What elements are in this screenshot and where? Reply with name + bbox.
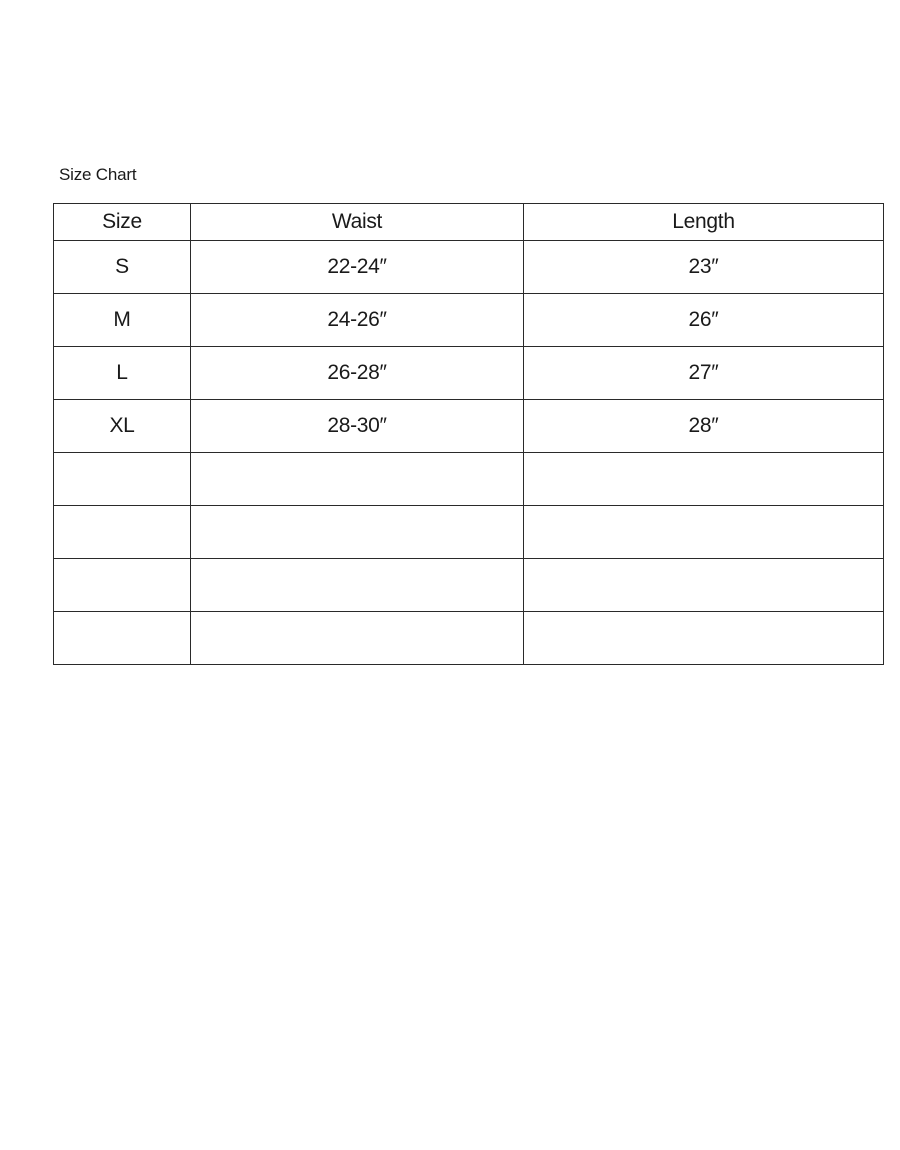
cell-size: M — [54, 294, 191, 347]
cell-waist: 28-30″ — [191, 400, 524, 453]
table-row-empty — [54, 612, 884, 665]
header-row — [54, 204, 884, 241]
header-size: Size — [54, 204, 191, 241]
cell-length — [524, 453, 884, 506]
size-chart-table — [53, 203, 884, 665]
cell-size: L — [54, 347, 191, 400]
table-row-empty — [54, 506, 884, 559]
cell-length — [524, 506, 884, 559]
cell-length: 26″ — [524, 294, 884, 347]
cell-waist — [191, 559, 524, 612]
cell-size — [54, 559, 191, 612]
cell-size: S — [54, 241, 191, 294]
page-title: Size Chart — [59, 165, 137, 184]
table-row — [54, 294, 884, 347]
cell-waist — [191, 506, 524, 559]
cell-size — [54, 453, 191, 506]
cell-size — [54, 506, 191, 559]
table-row — [54, 400, 884, 453]
cell-length: 27″ — [524, 347, 884, 400]
cell-waist — [191, 453, 524, 506]
table-row-empty — [54, 559, 884, 612]
header-length: Length — [524, 204, 884, 241]
cell-waist: 24-26″ — [191, 294, 524, 347]
cell-length — [524, 559, 884, 612]
table-row-empty — [54, 453, 884, 506]
cell-length: 28″ — [524, 400, 884, 453]
table-row — [54, 241, 884, 294]
cell-length: 23″ — [524, 241, 884, 294]
table-row — [54, 347, 884, 400]
cell-waist — [191, 612, 524, 665]
cell-size — [54, 612, 191, 665]
cell-waist: 22-24″ — [191, 241, 524, 294]
header-waist: Waist — [191, 204, 524, 241]
cell-waist: 26-28″ — [191, 347, 524, 400]
cell-length — [524, 612, 884, 665]
cell-size: XL — [54, 400, 191, 453]
